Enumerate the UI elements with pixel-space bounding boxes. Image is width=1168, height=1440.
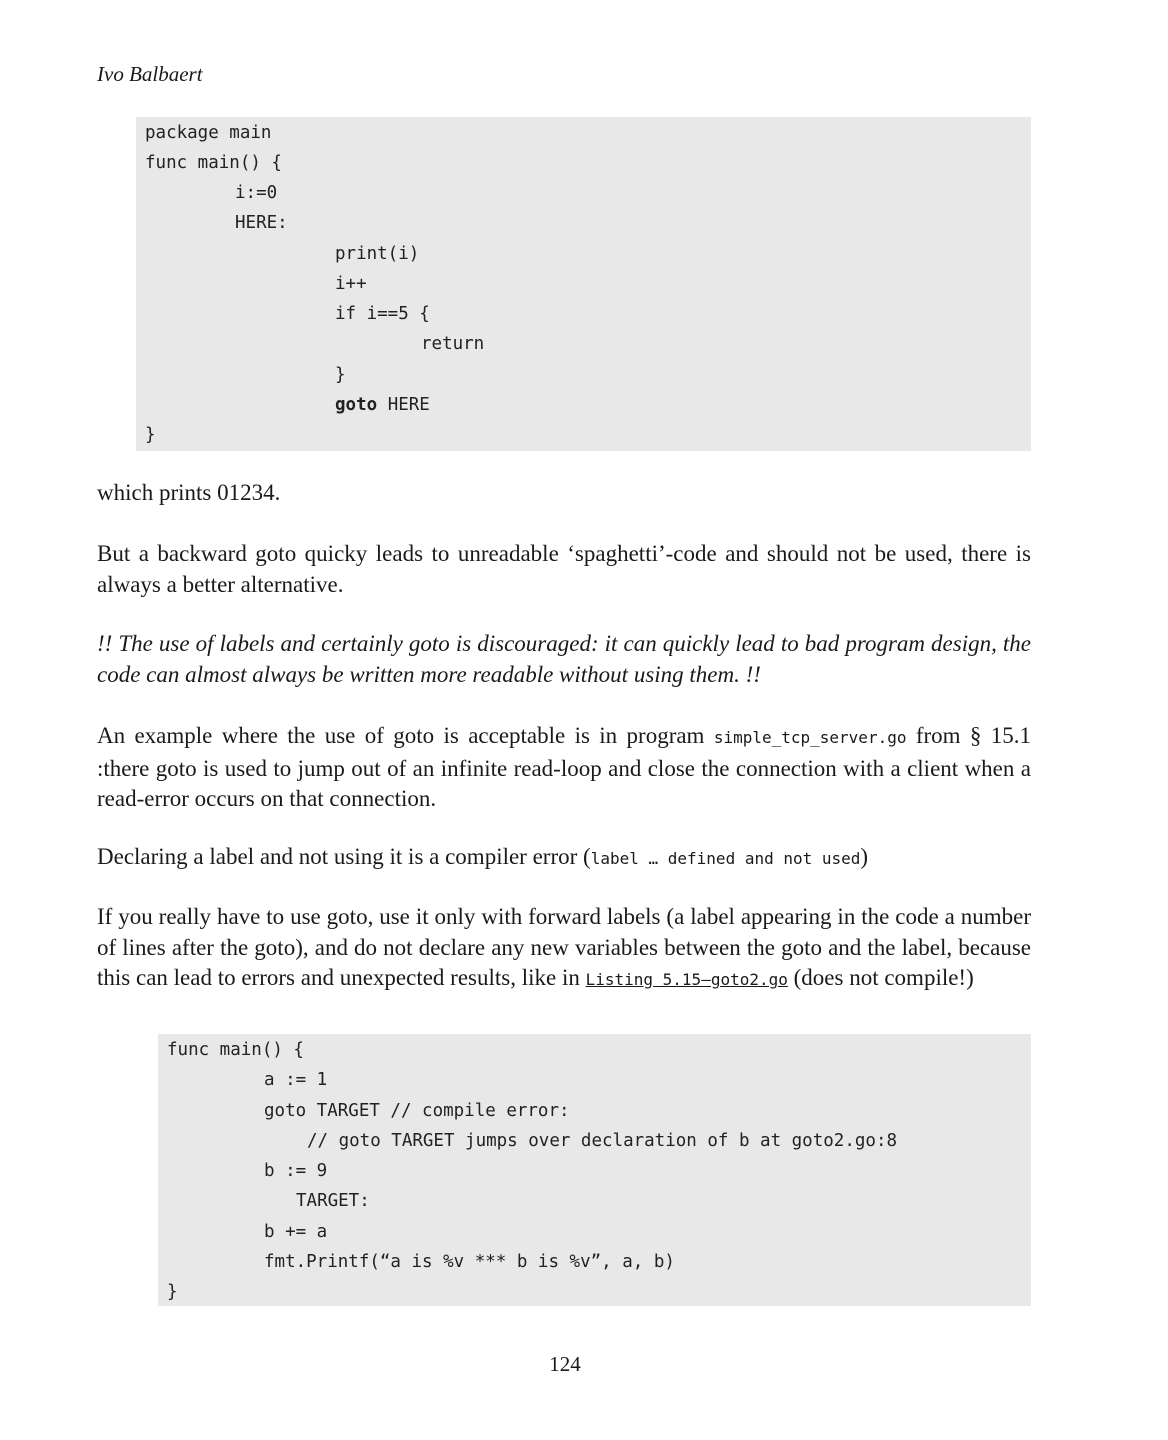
paragraph: which prints 01234. [97,480,281,505]
code-line: fmt.Printf(“a is %v *** b is %v”, a, b) [264,1252,675,1272]
running-header-author: Ivo Balbaert [97,62,203,86]
paragraph [97,902,1031,996]
code-line: func main() { [145,153,282,173]
code-line: i:=0 [235,183,278,203]
code-line: b := 9 [264,1161,328,1181]
inline-code: simple_tcp_server.go [713,728,907,747]
code-line: } [335,365,346,385]
code-line: TARGET: [296,1191,370,1211]
code-line: } [167,1282,178,1302]
code-line: if i==5 { [335,304,430,324]
code-line: HERE: [235,213,288,233]
code-line: return [421,334,485,354]
paragraph [97,842,1031,875]
page-number: 124 [549,1352,581,1376]
keyword-goto: goto [335,395,378,415]
text: from § 15.1 :there goto is used to jump out of an infinite read-loop and close the connection with a client when a read-error occurs on that connection. [97,723,1031,811]
code-line [335,395,430,415]
code-line: func main() { [167,1040,304,1060]
code-line: goto TARGET // compile error: [264,1101,570,1121]
code-line: i++ [335,274,367,294]
text: Declaring a label and not using it is a compiler error ( [97,844,591,869]
code-line: b += a [264,1222,328,1242]
code-block-goto1 [136,117,1031,451]
code-line: a := 1 [264,1070,328,1090]
paragraph [97,721,1031,815]
listing-link[interactable]: Listing 5.15—goto2.go [585,970,788,989]
paragraph: But a backward goto quicky leads to unreadable ‘spaghetti’-code and should not be used, there is always a better alternative. [97,541,1031,597]
code-line: // goto TARGET jumps over declaration of b at goto2.go:8 [307,1131,898,1151]
inline-code: label … defined and not used [590,849,861,868]
label-ref: HERE [387,395,430,415]
code-block-goto2 [158,1034,1031,1306]
text: ) [860,844,869,869]
code-line: print(i) [335,244,420,264]
text: (does not compile!) [787,965,974,990]
warning-paragraph: !! The use of labels and certainly goto is discouraged: it can quickly lead to bad program design, the code can almost always be written more readable without using them. !! [97,631,1031,687]
text: An example where the use of goto is acceptable is in program [97,723,714,748]
text: If you really have to use goto, use it only with forward labels (a label appearing in the code a number of lines after the goto), and do not declare any new variables between the goto and the label, because this can lead to errors and unexpected results, like in [97,904,1031,990]
code-line: package main [145,123,272,143]
code-line: } [145,425,156,445]
